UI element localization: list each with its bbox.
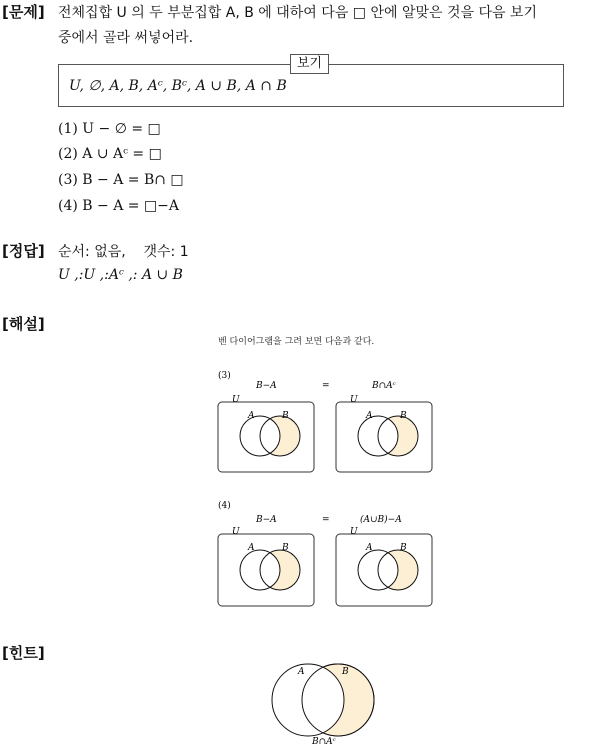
problem-text-line1: 전체집합 U 의 두 부분집합 A, B 에 대하여 다음 □ 안에 알맞은 것을 다음 보기 bbox=[58, 5, 538, 21]
explanation-intro: 벤 다이어그램을 그려 보면 다음과 같다. bbox=[218, 337, 375, 347]
hint-caption: B∩Aᶜ bbox=[312, 737, 336, 746]
set-u-label: U bbox=[232, 395, 240, 405]
choices-content: U, ∅, A, B, Aᶜ, Bᶜ, A ∪ B, A ∩ B bbox=[69, 78, 287, 94]
set-b-label: B bbox=[400, 411, 407, 421]
set-b-label: B bbox=[282, 411, 289, 421]
fig3-right-label: B∩Aᶜ bbox=[372, 381, 396, 391]
venn-explanation-figure bbox=[210, 330, 440, 610]
set-b-label: B bbox=[282, 543, 289, 553]
fig4-left-label: B−A bbox=[256, 515, 277, 525]
problem-label: [문제] bbox=[2, 3, 45, 21]
set-b-label: B bbox=[400, 543, 407, 553]
hint-set-b: B bbox=[342, 667, 349, 677]
set-a-label: A bbox=[248, 411, 255, 421]
fig3-number: (3) bbox=[218, 371, 231, 381]
answer-line2: U ,:U ,:Aᶜ ,: A ∪ B bbox=[58, 267, 183, 283]
answer-line1: 순서: 없음, 갯수: 1 bbox=[58, 244, 189, 260]
problem-item-1: (1) U − ∅ = □ bbox=[58, 121, 161, 137]
problem-item-2: (2) A ∪ Aᶜ = □ bbox=[58, 146, 162, 162]
hint-set-a: A bbox=[298, 667, 305, 677]
venn-3-left bbox=[218, 395, 314, 472]
set-a-label: A bbox=[248, 543, 255, 553]
venn-3-right bbox=[336, 395, 432, 472]
fig3-left-label: B−A bbox=[256, 381, 277, 391]
problem-text-line2: 중에서 골라 써넣어라. bbox=[58, 30, 194, 46]
set-u-label: U bbox=[350, 395, 358, 405]
set-a-label: A bbox=[366, 543, 373, 553]
answer-label: [정답] bbox=[2, 242, 45, 260]
fig4-right-label: (A∪B)−A bbox=[360, 515, 402, 525]
fig4-number: (4) bbox=[218, 501, 231, 511]
choices-box-title: 보기 bbox=[290, 54, 329, 74]
venn-4-right bbox=[336, 527, 432, 606]
set-a-label: A bbox=[366, 411, 373, 421]
hint-label: [힌트] bbox=[2, 644, 45, 662]
problem-item-3: (3) B − A = B∩ □ bbox=[58, 172, 184, 188]
choices-box bbox=[58, 56, 564, 107]
venn-hint-figure bbox=[262, 660, 386, 746]
fig4-eq: = bbox=[322, 515, 330, 525]
fig3-eq: = bbox=[322, 381, 330, 391]
set-u-label: U bbox=[350, 527, 358, 537]
set-u-label: U bbox=[232, 527, 240, 537]
explanation-label: [해설] bbox=[2, 315, 45, 333]
problem-item-4: (4) B − A = □−A bbox=[58, 198, 180, 214]
venn-4-left bbox=[218, 527, 314, 606]
